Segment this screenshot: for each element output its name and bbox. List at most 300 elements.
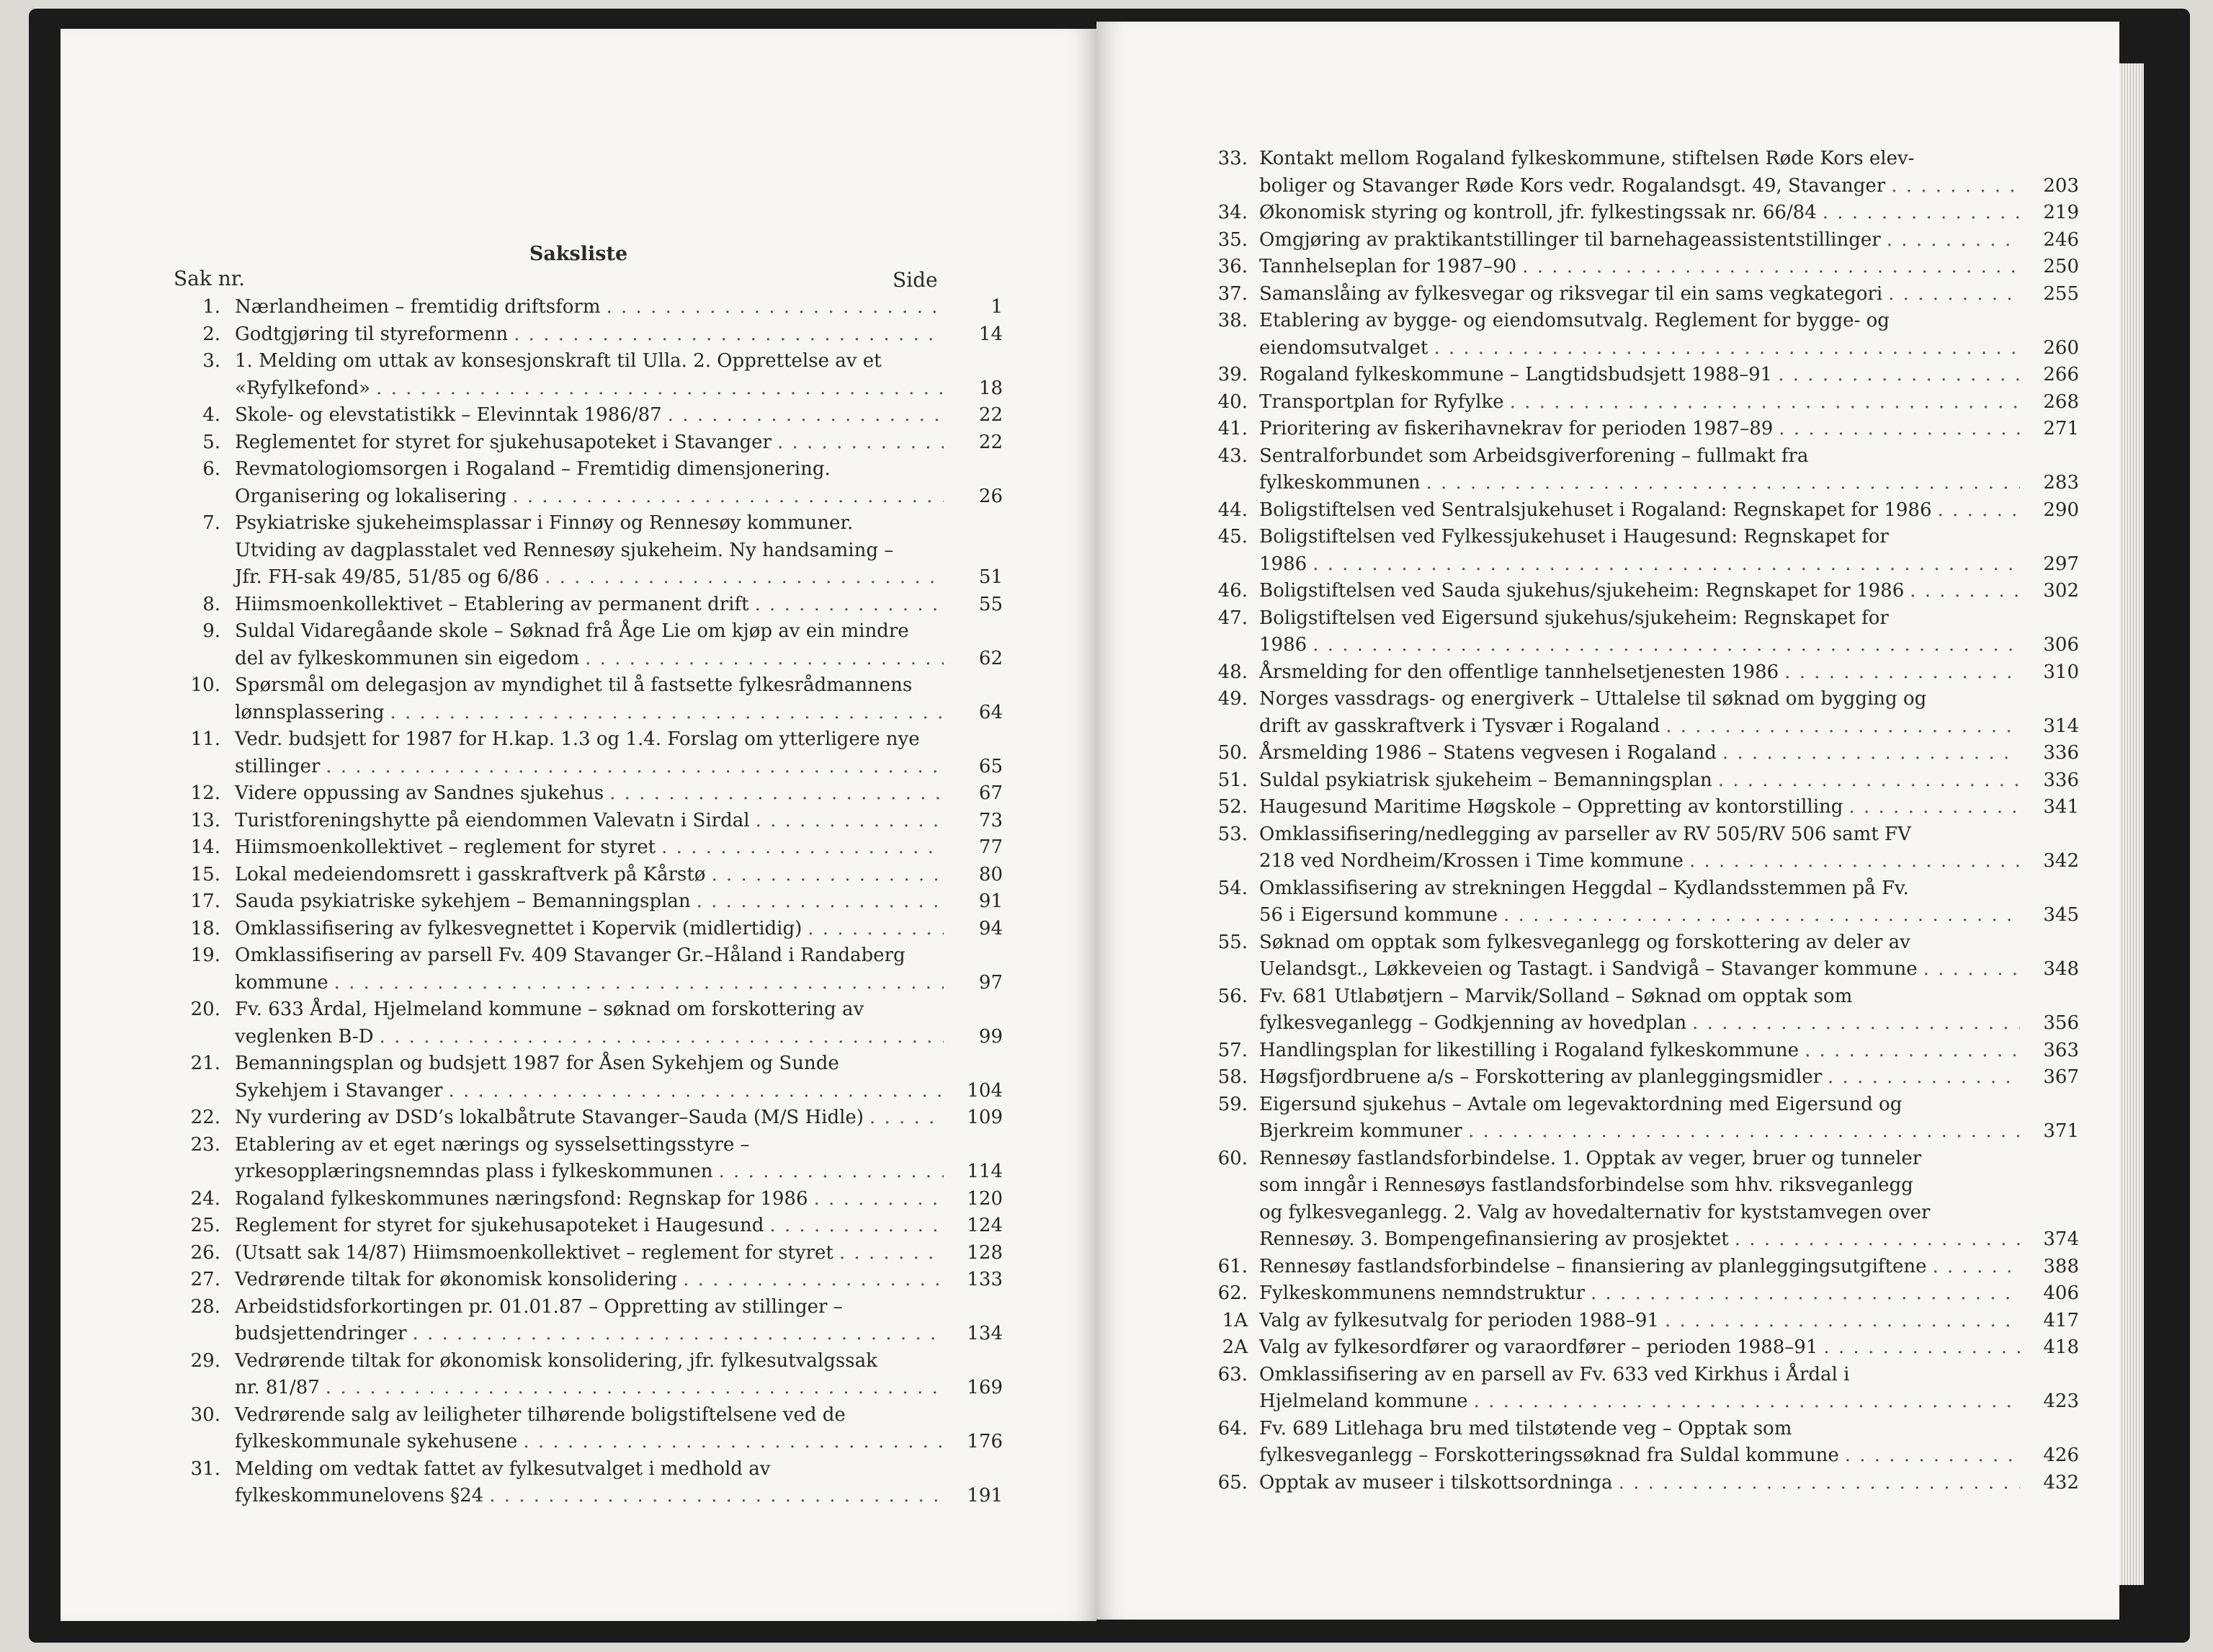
list-item [174, 942, 1003, 996]
page-number: 314 [2043, 715, 2079, 737]
case-title-line: nr. 81/87 [235, 1377, 320, 1398]
dot-leader [523, 1429, 944, 1456]
dot-leader [1784, 659, 2020, 687]
dot-leader [869, 1104, 944, 1132]
case-number: 53. [1217, 823, 1248, 845]
case-title-line: Sykehjem i Stavanger [235, 1079, 443, 1102]
list-item [1206, 308, 2079, 362]
case-title-line: fylkesveganlegg – Godkjenning av hovedplan [1259, 1012, 1687, 1034]
list-item [174, 888, 1003, 916]
case-title-line: Prioritering av fiskerihavnekrav for perioden 1987–89 [1259, 418, 1774, 439]
page-number: 297 [2043, 553, 2079, 575]
case-number: 20. [190, 999, 220, 1020]
case-number: 17. [190, 890, 220, 912]
page-number: 94 [978, 917, 1003, 939]
page-number: 64 [978, 701, 1003, 723]
case-number: 33. [1217, 148, 1248, 169]
list-item [1206, 281, 2079, 308]
page-number: 51 [978, 566, 1003, 588]
dot-leader [376, 375, 944, 403]
page-number: 290 [2043, 499, 2079, 521]
page-number: 417 [2043, 1309, 2079, 1331]
dot-leader [711, 862, 944, 889]
case-number: 36. [1217, 256, 1248, 277]
case-title-line: Reglement for styret for sjukehusapoteket i Haugesund [235, 1215, 764, 1236]
case-number: 8. [202, 593, 220, 615]
list-item [174, 916, 1003, 943]
dot-leader [808, 916, 944, 943]
list-item [174, 1050, 1003, 1104]
case-number: 61. [1217, 1255, 1248, 1277]
case-title-line: lønnsplassering [235, 701, 385, 723]
case-number: 34. [1217, 202, 1248, 223]
list-item [1206, 1091, 2079, 1146]
dot-leader [1434, 335, 2020, 362]
case-number: 2A [1222, 1336, 1248, 1358]
dot-leader [326, 754, 944, 781]
right-case-list [1206, 146, 2079, 1496]
case-number: 30. [190, 1403, 220, 1426]
case-title-line: (Utsatt sak 14/87) Hiimsmoenkollektivet – reglement for styret [235, 1241, 833, 1264]
list-item [1206, 929, 2079, 983]
case-title-line: Rennesøy. 3. Bompengefinansiering av prosjektet [1259, 1228, 1729, 1250]
case-number: 12. [190, 782, 220, 804]
page-number: 77 [978, 836, 1003, 858]
dot-leader [334, 970, 944, 997]
case-title-line: Boligstiftelsen ved Eigersund sjukehus/sjukeheim: Regnskapet for [1259, 607, 1889, 629]
list-item [174, 348, 1003, 402]
case-title-line: Arbeidstidsforkortingen pr. 01.01.87 – Oppretting av stillinger – [235, 1295, 843, 1318]
case-number: 29. [190, 1349, 220, 1372]
case-number: 56. [1217, 985, 1248, 1007]
case-number: 48. [1217, 661, 1248, 683]
case-title-line: Godtgjøring til styreformenn [235, 323, 509, 345]
list-item [1206, 1334, 2079, 1362]
case-title-line: Fv. 681 Utlabøtjern – Marvik/Solland – Søknad om opptak som [1259, 985, 1853, 1007]
dot-leader [585, 646, 944, 673]
case-title-line: 1986 [1259, 553, 1307, 575]
case-title-line: Handlingsplan for likestilling i Rogaland fylkeskommune [1259, 1039, 1799, 1061]
list-item [174, 808, 1003, 835]
case-title-line: Uelandsgt., Løkkeveien og Tastagt. i Sandvigå – Stavanger kommune [1259, 958, 1918, 980]
page-number: 80 [978, 863, 1003, 885]
dot-leader [489, 1483, 944, 1510]
case-number: 27. [190, 1269, 220, 1290]
case-title-line: eiendomsutvalget [1259, 336, 1429, 359]
list-item [1206, 767, 2079, 795]
dot-leader [1510, 389, 2020, 416]
case-number: 43. [1217, 445, 1248, 467]
case-title-line: Vedrørende tiltak for økonomisk konsolidering [235, 1269, 678, 1290]
case-title-line: Høgsfjordbruene a/s – Forskottering av planleggingsmidler [1259, 1066, 1823, 1088]
case-number: 45. [1217, 526, 1248, 548]
dot-leader [1778, 362, 2020, 389]
list-item [1206, 983, 2079, 1037]
list-item [174, 996, 1003, 1050]
case-title-line: Psykiatriske sjukeheimsplassar i Finnøy og Rennesøy kommuner. [235, 512, 854, 534]
dot-leader [1923, 956, 2020, 983]
dot-leader [683, 1267, 944, 1294]
dot-leader [606, 294, 944, 321]
case-title-line: yrkesopplæringsnemndas plass i fylkeskommunen [235, 1161, 713, 1182]
case-title-line: 1. Melding om uttak av konsesjonskraft til Ulla. 2. Opprettelse av et [235, 350, 882, 372]
list-item [1206, 1064, 2079, 1091]
case-title-line: Årsmelding 1986 – Statens vegvesen i Rogaland [1259, 742, 1717, 764]
case-title-line: fylkeskommunen [1259, 472, 1421, 494]
case-number: 51. [1217, 769, 1248, 791]
case-title-line: del av fylkeskommunen sin eigedom [235, 647, 580, 669]
case-number: 59. [1217, 1093, 1248, 1115]
case-title-line: Utviding av dagplasstalet ved Rennesøy sjukeheim. Ny handsaming – [235, 539, 894, 561]
case-title-line: Vedr. budsjett for 1987 for H.kap. 1.3 og 1.4. Forslag om ytterligere nye [235, 728, 920, 750]
list-item [1206, 821, 2079, 875]
case-number: 28. [190, 1295, 220, 1318]
list-item [1206, 497, 2079, 524]
page-number: 169 [967, 1377, 1003, 1398]
case-title-line: Bemanningsplan og budsjett 1987 for Åsen Sykehjem og Sunde [235, 1053, 839, 1074]
dot-leader [1848, 794, 2020, 821]
case-title-line: Sentralforbundet som Arbeidsgiverforening – fullmakt fra [1259, 445, 1809, 467]
case-title-line: Suldal Vidaregåande skole – Søknad frå Åge Lie om kjøp av ein mindre [235, 620, 909, 642]
page-number: 219 [2043, 202, 2079, 223]
case-number: 23. [190, 1133, 220, 1156]
case-title-line: Boligstiftelsen ved Sauda sjukehus/sjukeheim: Regnskapet for 1986 [1259, 580, 1905, 602]
case-number: 21. [190, 1053, 220, 1074]
page-number: 18 [978, 377, 1003, 399]
dot-leader [1619, 1470, 2020, 1497]
column-header-sak-nr: Sak nr. [174, 267, 245, 290]
dot-leader [380, 1024, 944, 1051]
dot-leader [1503, 902, 2020, 929]
case-number: 1A [1222, 1309, 1248, 1331]
dot-leader [1522, 254, 2020, 281]
page-number: 67 [978, 782, 1003, 804]
page-number: 432 [2043, 1471, 2079, 1494]
case-title-line: Sauda psykiatriske sykehjem – Bemanningsplan [235, 890, 691, 912]
page-number: 176 [967, 1431, 1003, 1452]
page-number: 406 [2043, 1282, 2079, 1304]
dot-leader [1779, 416, 2020, 443]
dot-leader [755, 591, 944, 619]
list-item [174, 780, 1003, 808]
case-title-line: boliger og Stavanger Røde Kors vedr. Rogalandsgt. 49, Stavanger [1259, 174, 1886, 197]
page-number: 302 [2043, 580, 2079, 602]
case-title-line: Reglementet for styret for sjukehusapoteket i Stavanger [235, 431, 772, 453]
case-number: 2. [202, 323, 220, 345]
case-title-line: «Ryfylkefond» [235, 377, 371, 399]
case-title-line: Haugesund Maritime Høgskole – Oppretting av kontorstilling [1259, 796, 1843, 818]
dot-leader [412, 1321, 944, 1348]
list-item [1206, 254, 2079, 281]
case-title-line: fylkesveganlegg – Forskotteringssøknad fra Suldal kommune [1259, 1445, 1839, 1466]
dot-leader [1718, 767, 2020, 795]
dot-leader [1805, 1037, 2020, 1065]
dot-leader [769, 1213, 944, 1240]
case-number: 64. [1217, 1417, 1248, 1439]
page-number: 99 [978, 1025, 1003, 1048]
dot-leader [514, 321, 944, 349]
case-title-line: Skole- og elevstatistikk – Elevinntak 1986/87 [235, 404, 662, 426]
case-title-line: Samanslåing av fylkesvegar og riksvegar til ein sams vegkategori [1259, 282, 1883, 305]
case-title-line: Transportplan for Ryfylke [1259, 390, 1504, 413]
dot-leader [1689, 848, 2020, 875]
dot-leader [719, 1158, 944, 1186]
list-item [174, 1132, 1003, 1186]
list-item [1206, 794, 2079, 821]
list-item [174, 456, 1003, 510]
case-title-line: Ny vurdering av DSD’s lokalbåtrute Stavanger–Sauda (M/S Hidle) [235, 1107, 864, 1128]
list-item [1206, 659, 2079, 687]
list-item [1206, 578, 2079, 605]
case-title-line: Fv. 689 Litlehaga bru med tilstøtende veg – Opptak som [1259, 1417, 1792, 1439]
case-number: 19. [190, 945, 220, 966]
page-number: 374 [2043, 1228, 2079, 1250]
case-number: 58. [1217, 1066, 1248, 1088]
dot-leader [1823, 200, 2020, 227]
page-number: 246 [2043, 228, 2079, 251]
dot-leader [1938, 497, 2020, 524]
page-number: 73 [978, 809, 1003, 831]
case-number: 11. [190, 728, 220, 750]
case-title-line: Jfr. FH-sak 49/85, 51/85 og 6/86 [235, 566, 540, 588]
case-title-line: og fylkesveganlegg. 2. Valg av hovedalternativ for kyststamvegen over [1259, 1201, 1931, 1223]
case-title-line: kommune [235, 971, 328, 994]
case-title-line: Vedrørende tiltak for økonomisk konsolidering, jfr. fylkesutvalgssak [235, 1349, 877, 1372]
case-number: 46. [1217, 580, 1248, 602]
dot-leader [1313, 551, 2020, 579]
case-title-line: Revmatologiomsorgen i Rogaland – Fremtidig dimensjonering. [235, 458, 831, 480]
case-number: 13. [190, 809, 220, 831]
case-title-line: Omklassifisering av en parsell av Fv. 633 ved Kirkhus i Årdal i [1259, 1363, 1850, 1385]
page-number: 65 [978, 755, 1003, 777]
dot-leader [1828, 1064, 2020, 1091]
case-number: 63. [1217, 1363, 1248, 1385]
dot-leader [1722, 740, 2020, 767]
case-number: 60. [1217, 1147, 1248, 1169]
case-title-line: Omklassifisering av fylkesvegnettet i Kopervik (midlertidig) [235, 917, 803, 939]
case-title-line: Rogaland fylkeskommunes næringsfond: Regnskap for 1986 [235, 1187, 808, 1210]
page-number: 124 [967, 1215, 1003, 1236]
case-title-line: 218 ved Nordheim/Krossen i Time kommune [1259, 850, 1684, 872]
case-title-line: budsjettendringer [235, 1323, 407, 1344]
case-title-line: stillinger [235, 755, 321, 777]
list-item [1206, 1254, 2079, 1281]
case-title-line: Rennesøy fastlandsforbindelse – finansiering av planleggingsutgiftene [1259, 1255, 1927, 1277]
dot-leader [668, 402, 944, 429]
page-number: 283 [2043, 472, 2079, 494]
list-item [174, 1267, 1003, 1294]
page-number: 255 [2043, 282, 2079, 305]
case-number: 57. [1217, 1039, 1248, 1061]
case-number: 15. [190, 863, 220, 885]
dot-leader [1665, 1308, 2020, 1335]
dot-leader [697, 888, 944, 916]
case-title-line: Rogaland fylkeskommune – Langtidsbudsjett 1988–91 [1259, 364, 1773, 385]
page-number: 363 [2043, 1039, 2079, 1061]
list-item [1206, 200, 2079, 227]
page-number: 388 [2043, 1255, 2079, 1277]
dot-leader [609, 780, 944, 808]
list-item [1206, 1280, 2079, 1308]
dot-leader [1845, 1442, 2020, 1470]
left-case-list [174, 294, 1003, 1510]
dot-leader [1735, 1226, 2020, 1254]
case-number: 49. [1217, 688, 1248, 710]
case-title-line: Bjerkreim kommuner [1259, 1120, 1462, 1142]
case-number: 9. [202, 620, 220, 642]
page-number: 133 [967, 1269, 1003, 1290]
page-number: 345 [2043, 904, 2079, 926]
case-title-line: fylkeskommunale sykehusene [235, 1431, 518, 1452]
case-title-line: Årsmelding for den offentlige tannhelsetjenesten 1986 [1259, 661, 1779, 683]
page-number: 266 [2043, 364, 2079, 385]
dot-leader [814, 1186, 944, 1213]
list-item [1206, 362, 2079, 389]
list-item [1206, 605, 2079, 659]
dot-leader [449, 1078, 944, 1105]
case-number: 62. [1217, 1282, 1248, 1304]
case-title-line: Valg av fylkesutvalg for perioden 1988–91 [1259, 1309, 1659, 1331]
page-number: 14 [978, 323, 1003, 345]
dot-leader [1313, 632, 2020, 659]
dot-leader [839, 1240, 944, 1267]
dot-leader [777, 429, 944, 457]
case-title-line: som inngår i Rennesøys fastlandsforbindelse som hhv. riksveganlegg [1259, 1174, 1913, 1196]
case-title-line: Etablering av bygge- og eiendomsutvalg. Reglement for bygge- og [1259, 310, 1890, 331]
list-item [174, 1213, 1003, 1240]
dot-leader [1823, 1334, 2020, 1362]
case-title-line: Spørsmål om delegasjon av myndighet til å fastsette fylkesrådmannens [235, 674, 913, 696]
case-number: 31. [190, 1457, 220, 1480]
page-number: 97 [978, 971, 1003, 994]
page-number: 371 [2043, 1120, 2079, 1142]
case-title-line: Søknad om opptak som fylkesveganlegg og forskottering av deler av [1259, 931, 1910, 953]
dot-leader [661, 834, 944, 862]
left-page [61, 29, 1096, 1621]
case-number: 26. [190, 1241, 220, 1264]
dot-leader [512, 483, 944, 511]
page-number: 22 [978, 431, 1003, 453]
case-title-line: Norges vassdrags- og energiverk – Uttalelse til søknad om bygging og [1259, 688, 1927, 710]
case-title-line: Suldal psykiatrisk sjukeheim – Bemanningsplan [1259, 769, 1712, 791]
list-item [174, 510, 1003, 591]
case-title-line: 56 i Eigersund kommune [1259, 904, 1498, 926]
list-item [174, 321, 1003, 349]
case-title-line: Kontakt mellom Rogaland fylkeskommune, stiftelsen Røde Kors elev- [1259, 148, 1915, 169]
page-number: 203 [2043, 174, 2079, 197]
page-number: 310 [2043, 661, 2079, 683]
case-number: 18. [190, 917, 220, 939]
dot-leader [756, 808, 944, 835]
case-title-line: Hjelmeland kommune [1259, 1390, 1468, 1412]
page-number: 109 [967, 1107, 1003, 1128]
case-number: 47. [1217, 607, 1248, 629]
list-item [174, 1294, 1003, 1348]
case-title-line: Etablering av et eget nærings og sysselsettingsstyre – [235, 1133, 750, 1156]
case-title-line: Økonomisk styring og kontroll, jfr. fylkestingssak nr. 66/84 [1259, 202, 1817, 223]
list-item [174, 618, 1003, 672]
case-number: 14. [190, 836, 220, 858]
case-number: 52. [1217, 796, 1248, 818]
dot-leader [1474, 1388, 2020, 1416]
page-number: 104 [967, 1079, 1003, 1102]
dot-leader [1426, 470, 2020, 497]
list-item [174, 1402, 1003, 1456]
page-number: 250 [2043, 256, 2079, 277]
case-number: 25. [190, 1215, 220, 1236]
list-item [1206, 146, 2079, 200]
dot-leader [1887, 227, 2020, 254]
case-number: 7. [202, 512, 220, 534]
list-item [174, 862, 1003, 889]
list-item [174, 1348, 1003, 1402]
list-item [1206, 1037, 2079, 1065]
case-title-line: Turistforeningshytte på eiendommen Valevatn i Sirdal [235, 809, 750, 831]
page-number: 336 [2043, 769, 2079, 791]
case-title-line: Omklassifisering av parsell Fv. 409 Stavanger Gr.–Håland i Randaberg [235, 945, 906, 966]
list-item [174, 429, 1003, 457]
case-number: 10. [190, 674, 220, 696]
list-item [1206, 1308, 2079, 1335]
list-item [174, 294, 1003, 321]
dot-leader [390, 700, 944, 727]
dot-leader [1910, 578, 2020, 605]
list-item [1206, 1470, 2079, 1497]
page-number: 120 [967, 1187, 1003, 1210]
list-item [1206, 1146, 2079, 1254]
page-edges [2119, 63, 2144, 1585]
page-number: 271 [2043, 418, 2079, 439]
case-number: 37. [1217, 282, 1248, 305]
case-title-line: Eigersund sjukehus – Avtale om legevaktordning med Eigersund og [1259, 1093, 1903, 1115]
page-number: 26 [978, 485, 1003, 507]
list-item [1206, 443, 2079, 497]
case-title-line: Tannhelseplan for 1987–90 [1259, 256, 1517, 277]
case-title-line: Fv. 633 Årdal, Hjelmeland kommune – søknad om forskottering av [235, 999, 864, 1020]
case-title-line: 1986 [1259, 634, 1307, 656]
case-number: 65. [1217, 1471, 1248, 1494]
page-number: 336 [2043, 742, 2079, 764]
list-item [1206, 524, 2079, 578]
page-number: 418 [2043, 1336, 2079, 1358]
page-number: 348 [2043, 958, 2079, 980]
dot-leader [1891, 173, 2020, 200]
page-number: 22 [978, 404, 1003, 426]
case-number: 22. [190, 1107, 220, 1128]
list-item [1206, 740, 2079, 767]
case-title-line: Boligstiftelsen ved Sentralsjukehuset i Rogaland: Regnskapet for 1986 [1259, 499, 1932, 521]
page-number: 128 [967, 1241, 1003, 1264]
page-number: 1 [991, 296, 1003, 318]
case-title-line: drift av gasskraftverk i Tysvær i Rogaland [1259, 715, 1660, 737]
list-item [1206, 875, 2079, 929]
case-number: 24. [190, 1187, 220, 1210]
case-title-line: Melding om vedtak fattet av fylkesutvalget i medhold av [235, 1457, 771, 1480]
case-number: 39. [1217, 364, 1248, 385]
list-item [174, 672, 1003, 726]
case-title-line: veglenken B-D [235, 1025, 374, 1048]
case-title-line: Lokal medeiendomsrett i gasskraftverk på Kårstø [235, 863, 706, 885]
case-number: 40. [1217, 390, 1248, 413]
list-item [1206, 227, 2079, 254]
list-item [174, 1456, 1003, 1510]
case-title-line: Organisering og lokalisering [235, 485, 507, 507]
page-number: 114 [967, 1161, 1003, 1182]
list-item [174, 402, 1003, 429]
dot-leader [1666, 713, 2020, 741]
case-title-line: Valg av fylkesordfører og varaordfører – perioden 1988–91 [1259, 1336, 1818, 1358]
page-number: 426 [2043, 1445, 2079, 1466]
